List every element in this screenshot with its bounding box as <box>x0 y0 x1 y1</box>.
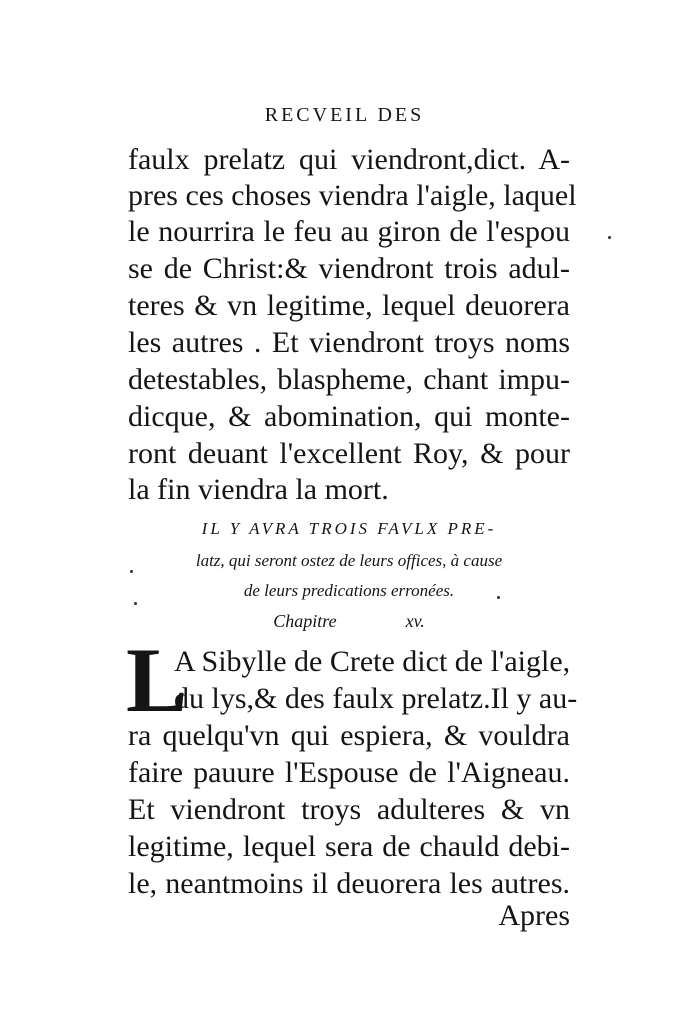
chapter-number: xv. <box>405 611 425 631</box>
chapter-number-line <box>128 610 570 632</box>
chapter-label: Chapitre <box>273 611 337 631</box>
ink-speck <box>134 602 137 605</box>
text-line: le, neantmoins il deuorera les autres. <box>128 867 570 900</box>
text-line: teres & vn legitime, lequel deuorera <box>128 289 570 322</box>
text-line: A Sibylle de Crete dict de l'aigle, <box>174 645 571 678</box>
heading-line: IL Y AVRA TROIS FAVLX PRE- <box>201 519 497 538</box>
text-line: du lys,& des faulx prelatz.Il y au- <box>174 682 578 715</box>
text-line: la fin viendra la mort. <box>128 473 389 506</box>
text-line: pres ces choses viendra l'aigle, laquel <box>128 179 577 212</box>
ink-speck <box>130 570 133 573</box>
drop-cap: L <box>126 629 188 731</box>
text-line: faire pauure l'Espouse de l'Aigneau. <box>128 756 570 789</box>
text-line: faulx prelatz qui viendront,dict. A- <box>128 143 570 176</box>
text-line: se de Christ:& viendront trois adul- <box>128 252 570 285</box>
heading-line: de leurs predications erronées. <box>243 581 455 600</box>
text-line: legitime, lequel sera de chauld debi- <box>128 830 570 863</box>
ink-speck <box>497 596 500 599</box>
running-header: RECVEIL DES <box>264 104 425 126</box>
text-line: les autres . Et viendront troys noms <box>128 326 570 359</box>
text-line: Et viendront troys adulteres & vn <box>128 793 570 826</box>
text-line: le nourrira le feu au giron de l'espou <box>128 215 570 248</box>
ink-speck <box>608 236 611 239</box>
text-line: ra quelqu'vn qui espiera, & vouldra <box>128 719 570 752</box>
text-line: dicque, & abomination, qui monte- <box>128 400 570 433</box>
text-line: ront deuant l'excellent Roy, & pour <box>128 437 570 470</box>
heading-line: latz, qui seront ostez de leurs offices, à cause <box>195 551 503 570</box>
catchword: Apres <box>498 899 570 932</box>
text-line: detestables, blaspheme, chant impu- <box>128 363 570 396</box>
